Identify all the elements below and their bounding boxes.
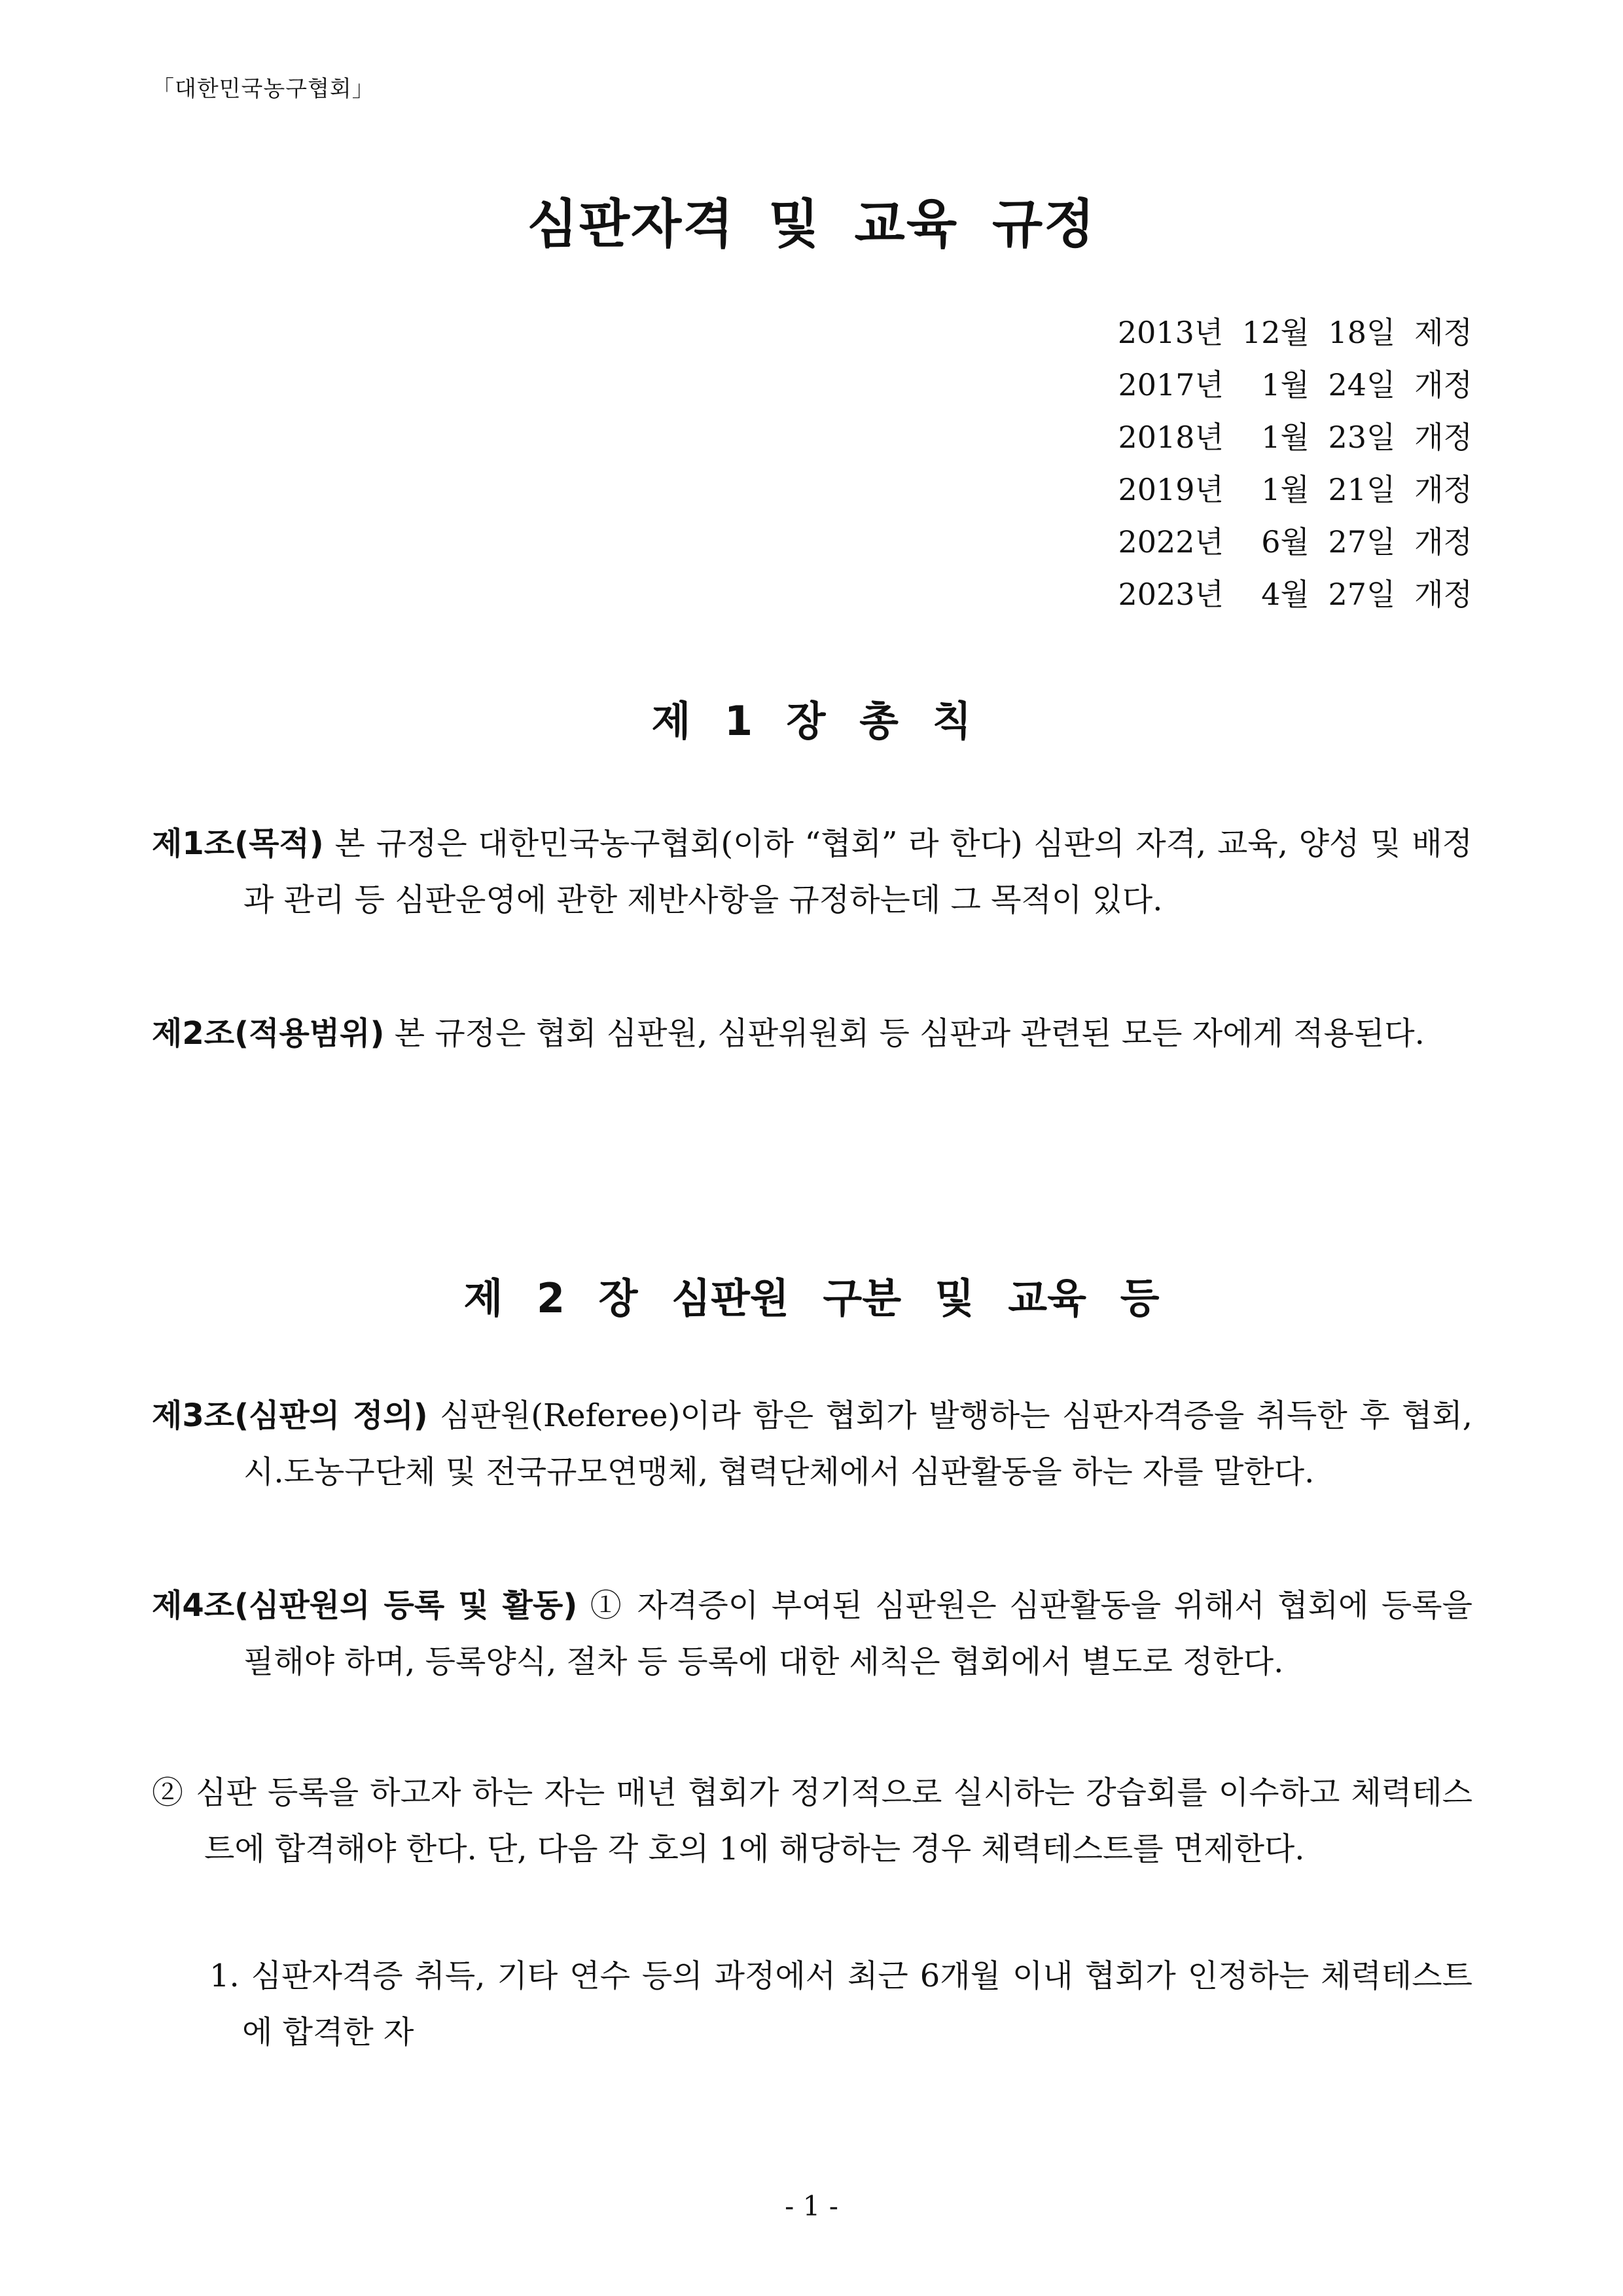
revision-entry: 2023년 4월 27일 개정 [1118,577,1472,612]
page-number: - 1 - [785,2190,838,2222]
article-1 [152,816,1472,928]
article-1-label: 제1조(목적) [152,825,324,862]
chapter-1-heading: 제 1 장 총 칙 [651,697,972,745]
document-title: 심판자격 및 교육 규정 [527,194,1096,255]
article-4-item-1 [209,1948,1472,2060]
article-2-label: 제2조(적용범위) [152,1015,385,1052]
article-3-label: 제3조(심판의 정의) [152,1397,428,1434]
article-3-text: 심판원(Referee)이라 함은 협회가 발행하는 심판자격증을 취득한 후 협회, 시.도농구단체 및 전국규모연맹체, 협력단체에서 심판활동을 하는 자를 말한다. [243,1397,1473,1490]
revision-entry: 2022년 6월 27일 개정 [1118,524,1472,560]
article-1-text: 본 규정은 대한민국농구협회(이하 “협회” 라 한다) 심판의 자격, 교육, 양성 및 배정과 관리 등 심판운영에 관한 제반사항을 규정하는데 그 목적이 있다. [243,825,1472,918]
revision-history [1118,306,1472,620]
article-4 [152,1577,1472,1690]
revision-entry: 2018년 1월 23일 개정 [1118,420,1472,455]
clause-2-text: ② 심판 등록을 하고자 하는 자는 매년 협회가 정기적으로 실시하는 강습회를 이수하고 체력테스트에 합격해야 한다. 단, 다음 각 호의 1에 해당하는 경우 체력테스트를 면제한다. [152,1774,1472,1867]
item-1-text: 1. 심판자격증 취득, 기타 연수 등의 과정에서 최근 6개월 이내 협회가 인정하는 체력테스트에 합격한 자 [209,1958,1472,2051]
article-4-text: ① 자격증이 부여된 심판원은 심판활동을 위해서 협회에 등록을 필해야 하며, 등록양식, 절차 등 등록에 대한 세칙은 협회에서 별도로 정한다. [243,1587,1472,1680]
revision-entry: 2013년 12월 18일 제정 [1117,315,1472,350]
article-3 [152,1388,1472,1500]
chapter-2-heading: 제 2 장 심판원 구분 및 교육 등 [463,1274,1160,1322]
revision-entry: 2019년 1월 21일 개정 [1118,472,1472,507]
article-4-clause-2 [152,1765,1472,1877]
article-2-text: 본 규정은 협회 심판원, 심판위원회 등 심판과 관련된 모든 자에게 적용된다. [384,1015,1425,1052]
header-organization: 「대한민국농구협회」 [152,76,375,102]
article-2 [152,1005,1472,1062]
article-4-label: 제4조(심판원의 등록 및 활동) [152,1587,578,1624]
revision-entry: 2017년 1월 24일 개정 [1118,367,1472,403]
